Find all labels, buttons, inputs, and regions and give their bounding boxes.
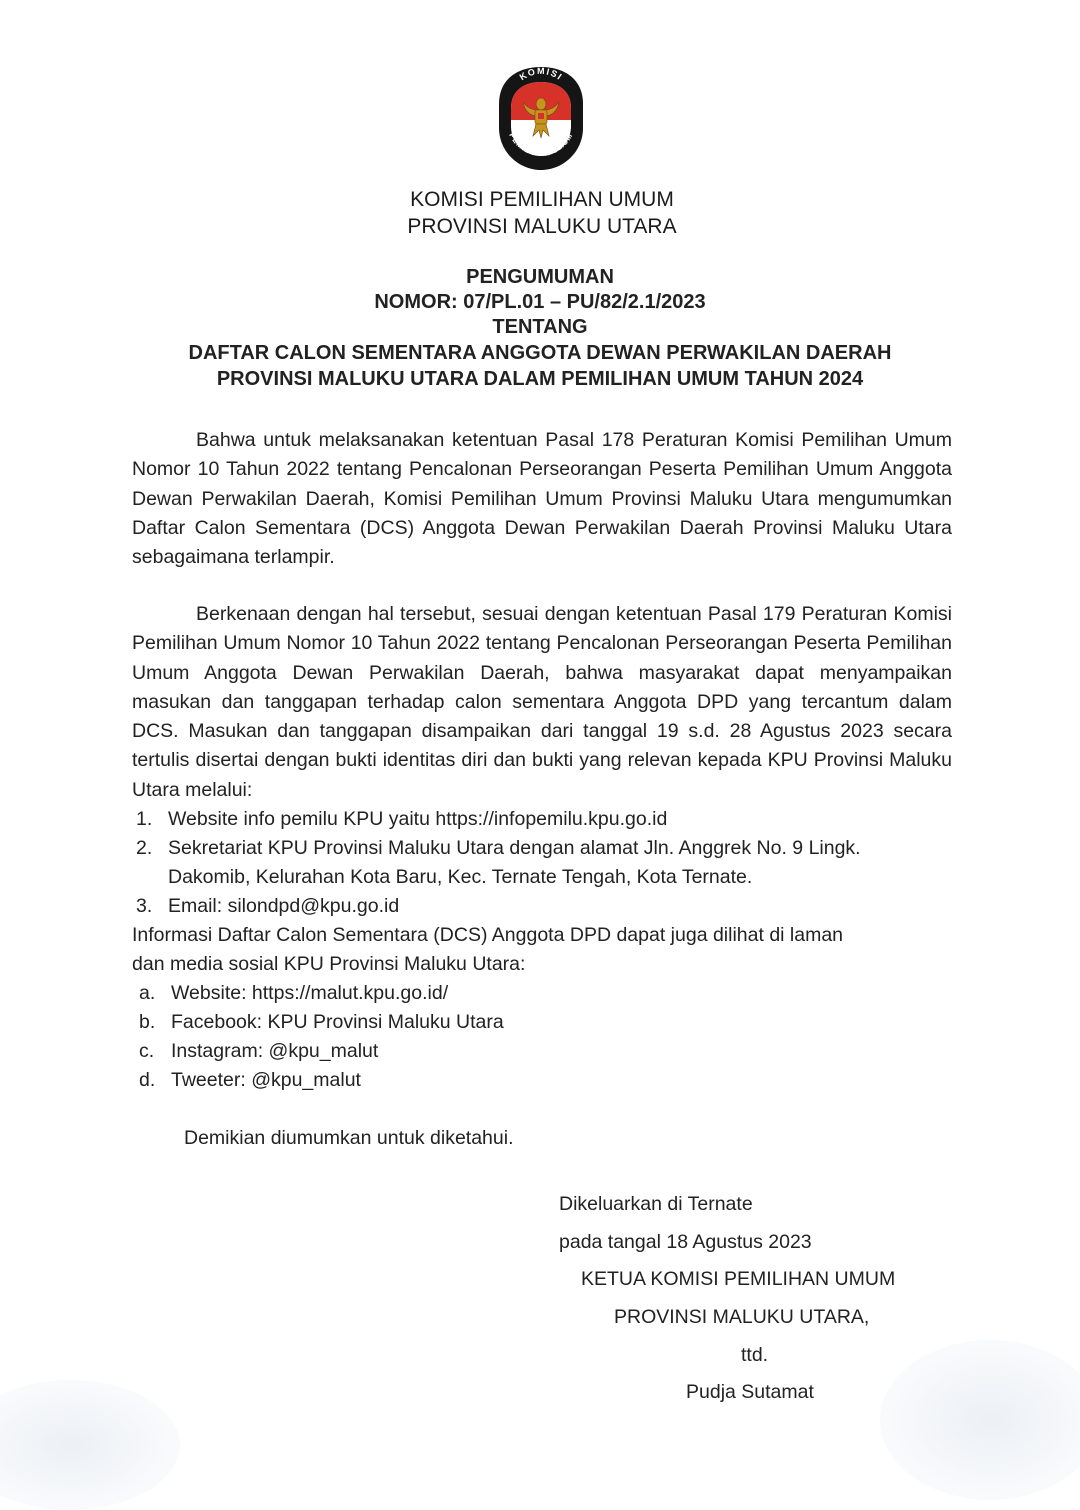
list-item-letter: a.	[139, 982, 156, 1004]
list-item-text: Email: silondpd@kpu.go.id	[168, 895, 400, 917]
list-item-text: Instagram: @kpu_malut	[171, 1040, 379, 1062]
announcement-title: PENGUMUMAN	[466, 266, 614, 288]
list-item-letter: d.	[139, 1069, 156, 1091]
list-item-text: Dakomib, Kelurahan Kota Baru, Kec. Ternate Tengah, Kota Ternate.	[168, 866, 753, 888]
announcement-about: TENTANG	[492, 316, 588, 338]
list-item-text: Tweeter: @kpu_malut	[171, 1069, 361, 1091]
list-item-letter: c.	[139, 1040, 155, 1062]
signer-position-line1: KETUA KOMISI PEMILIHAN UMUM	[581, 1268, 896, 1290]
scan-smudge	[880, 1340, 1080, 1500]
signed-mark: ttd.	[741, 1344, 769, 1366]
issued-date: pada tangal 18 Agustus 2023	[559, 1231, 812, 1253]
org-province: PROVINSI MALUKU UTARA	[407, 215, 677, 238]
list-item-text: Website: https://malut.kpu.go.id/	[171, 982, 449, 1004]
list-item-number: 3.	[136, 895, 153, 917]
body-paragraph-2	[132, 600, 952, 805]
scan-smudge	[0, 1380, 180, 1510]
info-line-1: Informasi Daftar Calon Sementara (DCS) Anggota DPD dapat juga dilihat di laman	[132, 924, 844, 946]
body-paragraph-2-text: Berkenaan dengan hal tersebut, sesuai dengan ketentuan Pasal 179 Peraturan Komisi Pemilihan Umum Nomor 10 Tahun 2022 tentang Pencalonan Perseorangan Peserta Pemilihan Umum Anggota Dewan Perwakilan Daerah, bahwa masyarakat dapat menyampaikan masukan dan tanggapan terhadap calon sementara Anggota DPD yang tercantum dalam DCS. Masukan dan tanggapan disampaikan dari tanggal 19 s.d. 28 Agustus 2023 secara tertulis disertai dengan bukti identitas diri dan bukti yang relevan kepada KPU Provinsi Maluku Utara melalui:	[132, 603, 952, 801]
announcement-number: NOMOR: 07/PL.01 – PU/82/2.1/2023	[374, 291, 706, 313]
announcement-subject-line1: DAFTAR CALON SEMENTARA ANGGOTA DEWAN PERWAKILAN DAERAH	[188, 342, 892, 364]
list-item-text: Website info pemilu KPU yaitu https://infopemilu.kpu.go.id	[168, 808, 668, 830]
info-line-2: dan media sosial KPU Provinsi Maluku Utara:	[132, 953, 526, 975]
list-item-number: 2.	[136, 837, 153, 859]
list-item-text: Facebook: KPU Provinsi Maluku Utara	[171, 1011, 504, 1033]
announcement-subject-line2: PROVINSI MALUKU UTARA DALAM PEMILIHAN UMUM TAHUN 2024	[216, 368, 864, 390]
list-item-text: Sekretariat KPU Provinsi Maluku Utara dengan alamat Jln. Anggrek No. 9 Lingk.	[168, 837, 861, 859]
list-item-letter: b.	[139, 1011, 156, 1033]
signer-name: Pudja Sutamat	[686, 1381, 814, 1403]
body-paragraph-1-text: Bahwa untuk melaksanakan ketentuan Pasal 178 Peraturan Komisi Pemilihan Umum Nomor 10 Tahun 2022 tentang Pencalonan Perseorangan Peserta Pemilihan Umum Anggota Dewan Perwakilan Daerah, Komisi Pemilihan Umum Provinsi Maluku Utara mengumumkan Daftar Calon Sementara (DCS) Anggota Dewan Perwakilan Daerah Provinsi Maluku Utara sebagaimana terlampir.	[132, 429, 952, 569]
logo-bottom-text: PEMILIHAN UMUM	[507, 131, 575, 159]
kpu-logo	[493, 64, 589, 174]
signer-position-line2: PROVINSI MALUKU UTARA,	[614, 1306, 870, 1328]
issued-at: Dikeluarkan di Ternate	[559, 1193, 753, 1215]
closing-statement: Demikian diumumkan untuk diketahui.	[184, 1127, 514, 1149]
org-name: KOMISI PEMILIHAN UMUM	[410, 188, 674, 211]
body-paragraph-1	[132, 426, 952, 572]
logo-top-text: KOMISI	[517, 65, 565, 83]
list-item-number: 1.	[136, 808, 153, 830]
